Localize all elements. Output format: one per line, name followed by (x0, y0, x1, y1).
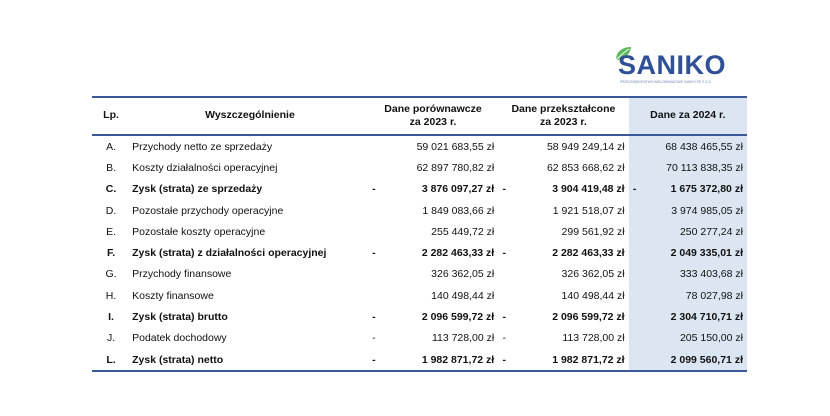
sign-marker: - (502, 332, 506, 345)
cell-comparative-2023 (368, 264, 498, 285)
value: 3 876 097,27 zł (421, 183, 495, 196)
cell-restated-2023 (498, 179, 628, 200)
cell-restated-2023 (498, 157, 628, 178)
value: 1 849 083,66 zł (422, 204, 495, 217)
cell-comparative-2023 (368, 328, 498, 349)
cell-comparative-2023 (368, 200, 498, 221)
value: 1 982 871,72 zł (552, 353, 625, 366)
value: 2 099 560,71 zł (670, 353, 743, 366)
row-description: Zysk (strata) brutto (132, 311, 228, 324)
value: 1 921 518,07 zł (552, 204, 625, 217)
logo-wordmark: SANIKO (618, 50, 727, 80)
cell-comparative-2023 (368, 285, 498, 306)
value: 59 021 683,55 zł (416, 140, 495, 153)
cell-2024 (629, 200, 747, 221)
cell-comparative-2023 (368, 349, 498, 371)
header-restated-line1: Dane przekształcone (511, 102, 616, 115)
sign-marker: - (502, 247, 506, 260)
value: 113 728,00 zł (562, 332, 625, 345)
value: 2 282 463,33 zł (552, 247, 625, 260)
value: 78 027,98 zł (685, 289, 743, 302)
cell-comparative-2023 (368, 179, 498, 200)
row-description: Przychody finansowe (132, 268, 232, 281)
value: 1 982 871,72 zł (421, 353, 495, 366)
header-lp: Lp. (92, 97, 130, 135)
row-description: Przychody netto ze sprzedaży (132, 140, 273, 153)
header-restated-line2: za 2023 r. (540, 116, 587, 128)
cell-2024 (629, 242, 747, 263)
value: 2 096 599,72 zł (552, 311, 625, 324)
row-lp: I. (108, 311, 114, 324)
row-lp: D. (105, 204, 117, 217)
table-row (92, 349, 747, 371)
row-description: Zysk (strata) netto (130, 349, 368, 371)
cell-restated-2023 (498, 242, 628, 263)
table-row (92, 306, 747, 327)
value: 70 113 838,35 zł (666, 161, 743, 174)
cell-comparative-2023 (368, 157, 498, 178)
cell-2024 (629, 285, 747, 306)
cell-2024 (629, 349, 747, 371)
row-lp: L. (92, 349, 130, 371)
row-lp: B. (106, 161, 117, 174)
row-lp: A. (106, 140, 117, 153)
value: 62 897 780,82 zł (416, 161, 495, 174)
value: 326 362,05 zł (561, 268, 625, 281)
value: 255 449,72 zł (431, 225, 495, 238)
value: 299 561,92 zł (561, 225, 625, 238)
table-row (92, 157, 747, 178)
sign-marker: - (502, 311, 506, 324)
header-comparative-2023 (368, 97, 498, 135)
cell-comparative-2023 (368, 242, 498, 263)
value: 140 498,44 zł (561, 289, 625, 302)
cell-restated-2023 (498, 328, 628, 349)
sign-marker: - (372, 247, 376, 260)
header-2024: Dane za 2024 r. (629, 97, 747, 135)
value: 2 304 710,71 zł (670, 311, 743, 324)
cell-restated-2023 (498, 285, 628, 306)
financial-results-table (92, 96, 747, 372)
sign-marker: - (372, 332, 376, 345)
value: 140 498,44 zł (431, 289, 495, 302)
table-row (92, 242, 747, 263)
value: 2 282 463,33 zł (421, 247, 495, 260)
row-description: Zysk (strata) z działalności operacyjnej (132, 247, 327, 260)
company-logo (608, 46, 758, 86)
row-lp: C. (105, 183, 117, 196)
table-row (92, 135, 747, 157)
header-comparative-line2: za 2023 r. (409, 116, 457, 128)
value: 62 853 668,62 zł (546, 161, 625, 174)
row-lp: H. (105, 289, 117, 302)
row-description: Zysk (strata) ze sprzedaży (132, 183, 263, 196)
header-restated-2023 (498, 97, 628, 135)
row-description: Koszty finansowe (132, 289, 214, 302)
sign-marker: - (372, 311, 376, 324)
value: 2 049 335,01 zł (670, 247, 743, 260)
row-description: Pozostałe przychody operacyjne (132, 204, 284, 217)
value: 205 150,00 zł (679, 332, 743, 345)
row-lp: E. (106, 225, 117, 238)
table-row (92, 264, 747, 285)
value: 1 675 372,80 zł (670, 183, 743, 196)
cell-restated-2023 (498, 200, 628, 221)
cell-comparative-2023 (368, 306, 498, 327)
row-lp: F. (106, 247, 116, 260)
header-comparative-line1: Dane porównawcze (384, 102, 482, 115)
row-description: Pozostałe koszty operacyjne (132, 225, 266, 238)
sign-marker: - (502, 353, 506, 366)
value: 113 728,00 zł (431, 332, 495, 345)
header-description: Wyszczególnienie (130, 97, 368, 135)
table-row (92, 285, 747, 306)
cell-2024 (629, 264, 747, 285)
table-row (92, 179, 747, 200)
sign-marker: - (632, 183, 637, 196)
sign-marker: - (502, 183, 506, 196)
cell-restated-2023 (498, 306, 628, 327)
value: 3 974 985,05 zł (671, 204, 743, 217)
value: 333 403,68 zł (679, 268, 743, 281)
row-description: Podatek dochodowy (132, 332, 227, 345)
value: 326 362,05 zł (431, 268, 495, 281)
row-lp: G. (105, 268, 117, 281)
value: 58 949 249,14 zł (546, 140, 625, 153)
cell-restated-2023 (498, 135, 628, 157)
cell-restated-2023 (498, 349, 628, 371)
cell-comparative-2023 (368, 135, 498, 157)
value: 68 438 465,55 zł (665, 140, 743, 153)
row-lp: J. (106, 332, 116, 345)
cell-2024 (629, 221, 747, 242)
row-description: Koszty działalności operacyjnej (132, 161, 278, 174)
sign-marker: - (372, 183, 376, 196)
table-row (92, 200, 747, 221)
cell-restated-2023 (498, 264, 628, 285)
cell-2024 (629, 157, 747, 178)
logo-tagline: PRZEDSIĘBIORSTWO WIELOBRANŻOWE SANIKO SP. Z O.O. (620, 80, 712, 84)
cell-restated-2023 (498, 221, 628, 242)
cell-2024 (629, 179, 747, 200)
table-row (92, 221, 747, 242)
value: 3 904 419,48 zł (552, 183, 625, 196)
cell-2024 (629, 328, 747, 349)
cell-comparative-2023 (368, 221, 498, 242)
sign-marker: - (372, 353, 376, 366)
table-row (92, 328, 747, 349)
value: 250 277,24 zł (679, 225, 743, 238)
table-header-row (92, 97, 747, 135)
cell-2024 (629, 306, 747, 327)
cell-2024 (629, 135, 747, 157)
value: 2 096 599,72 zł (421, 311, 495, 324)
